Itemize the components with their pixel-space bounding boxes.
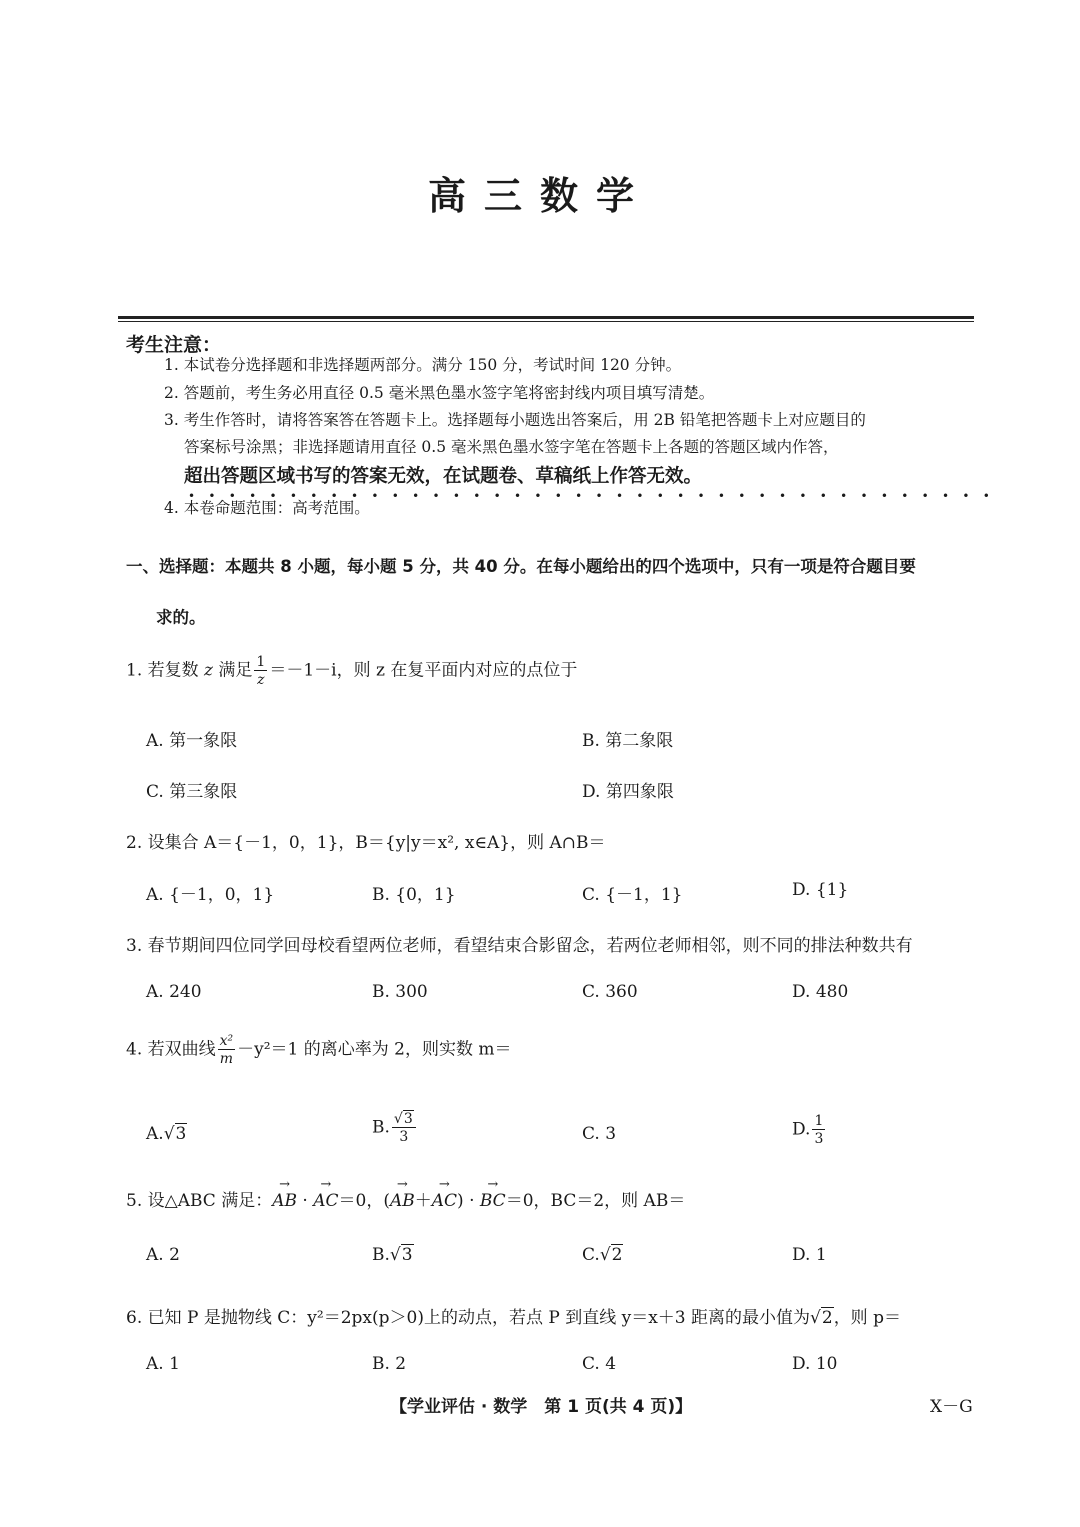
notice-item-2: 2. 答题前，考生务必用直径 0.5 毫米黑色墨水签字笔将密封线内项目填写清楚。: [164, 384, 715, 402]
notice-item-3: 3. 考生作答时，请将答案答在答题卡上。选择题每小题选出答案后，用 2B 铅笔把答题卡上对应题目的: [164, 411, 866, 429]
q6-option-a[interactable]: A. 1: [146, 1354, 180, 1374]
page-footer: 【学业评估 · 数学 第 1 页(共 4 页)】: [390, 1397, 693, 1417]
page-title: 高三数学: [427, 173, 652, 218]
notice-item-3-cont: 答案标号涂黑；非选择题请用直径 0.5 毫米黑色墨水签字笔在答题卡上各题的答题区域内作答，: [184, 438, 839, 456]
notice-heading: 考生注意：: [126, 334, 222, 356]
q3-option-c[interactable]: C. 360: [582, 982, 638, 1002]
q4-option-d[interactable]: D. $\frac{1}{3}$: [792, 1113, 824, 1147]
q1-option-b[interactable]: B. 第二象限: [582, 731, 674, 751]
question-5: 5. 设△ABC 满足：→ AB · → AC＝0，(→ AB＋→ AC) · → BC＝0，BC＝2，则 AB＝: [126, 1186, 685, 1211]
question-4: 4. 若双曲线 $\frac{\text{x²}}{m}$ －y²＝1 的离心率为 2，则实数 m＝: [126, 1033, 512, 1067]
question-6: 6. 已知 P 是抛物线 C：y²＝2px(p＞0)上的动点，若点 P 到直线 y＝x＋3 距离的最小值为√2，则 p＝: [126, 1308, 901, 1328]
divider-thin: [118, 321, 974, 322]
q5-option-b[interactable]: B.√3: [372, 1245, 413, 1265]
q3-option-a[interactable]: A. 240: [146, 982, 202, 1002]
q3-option-d[interactable]: D. 480: [792, 982, 849, 1002]
q4-option-c[interactable]: C. 3: [582, 1124, 617, 1144]
section-heading-cont: 求的。: [156, 608, 206, 627]
q2-option-a[interactable]: A. {－1，0，1}: [146, 885, 275, 905]
notice-emphasis: 超出答题区域书写的答案无效，在试题卷、草稿纸上作答无效。: [184, 466, 703, 487]
q1-option-d[interactable]: D. 第四象限: [582, 782, 674, 802]
q5-option-c[interactable]: C.√2: [582, 1245, 623, 1265]
paper-code: X－G: [930, 1397, 973, 1417]
notice-item-4: 4. 本卷命题范围：高考范围。: [164, 499, 370, 517]
q4-option-a[interactable]: A.√3: [146, 1124, 187, 1144]
notice-item-1: 1. 本试卷分选择题和非选择题两部分。满分 150 分，考试时间 120 分钟。: [164, 356, 682, 374]
q4-option-b[interactable]: B. $\frac{√3}{3}$: [372, 1112, 418, 1144]
question-3: 3. 春节期间四位同学回母校看望两位老师，看望结束合影留念，若两位老师相邻，则不同的排法种数共有: [126, 936, 913, 956]
q3-option-b[interactable]: B. 300: [372, 982, 428, 1002]
q6-option-b[interactable]: B. 2: [372, 1354, 407, 1374]
question-2: 2. 设集合 A＝{－1，0，1}，B＝{y|y＝x², x∈A}，则 A∩B＝: [126, 833, 606, 853]
q5-option-a[interactable]: A. 2: [146, 1245, 180, 1265]
q1-option-c[interactable]: C. 第三象限: [146, 782, 238, 802]
q2-option-b[interactable]: B. {0，1}: [372, 885, 456, 905]
q2-option-c[interactable]: C. {－1，1}: [582, 885, 683, 905]
emphasis-dots: ••••••••••••••••••••••••••••••••••••••••: [188, 489, 1004, 503]
q2-option-d[interactable]: D. {1}: [792, 880, 849, 900]
divider: [118, 316, 974, 319]
q6-option-d[interactable]: D. 10: [792, 1354, 838, 1374]
q6-option-c[interactable]: C. 4: [582, 1354, 617, 1374]
q5-option-d[interactable]: D. 1: [792, 1245, 827, 1265]
q1-option-a[interactable]: A. 第一象限: [146, 731, 238, 751]
section-heading: 一、选择题：本题共 8 小题，每小题 5 分，共 40 分。在每小题给出的四个选项中，只有一项是符合题目要: [126, 557, 916, 576]
question-1: 1. 若复数 z 满足 $\frac{1}{z}$ ＝－1－i，则 z 在复平面内对应的点位于: [126, 654, 578, 688]
